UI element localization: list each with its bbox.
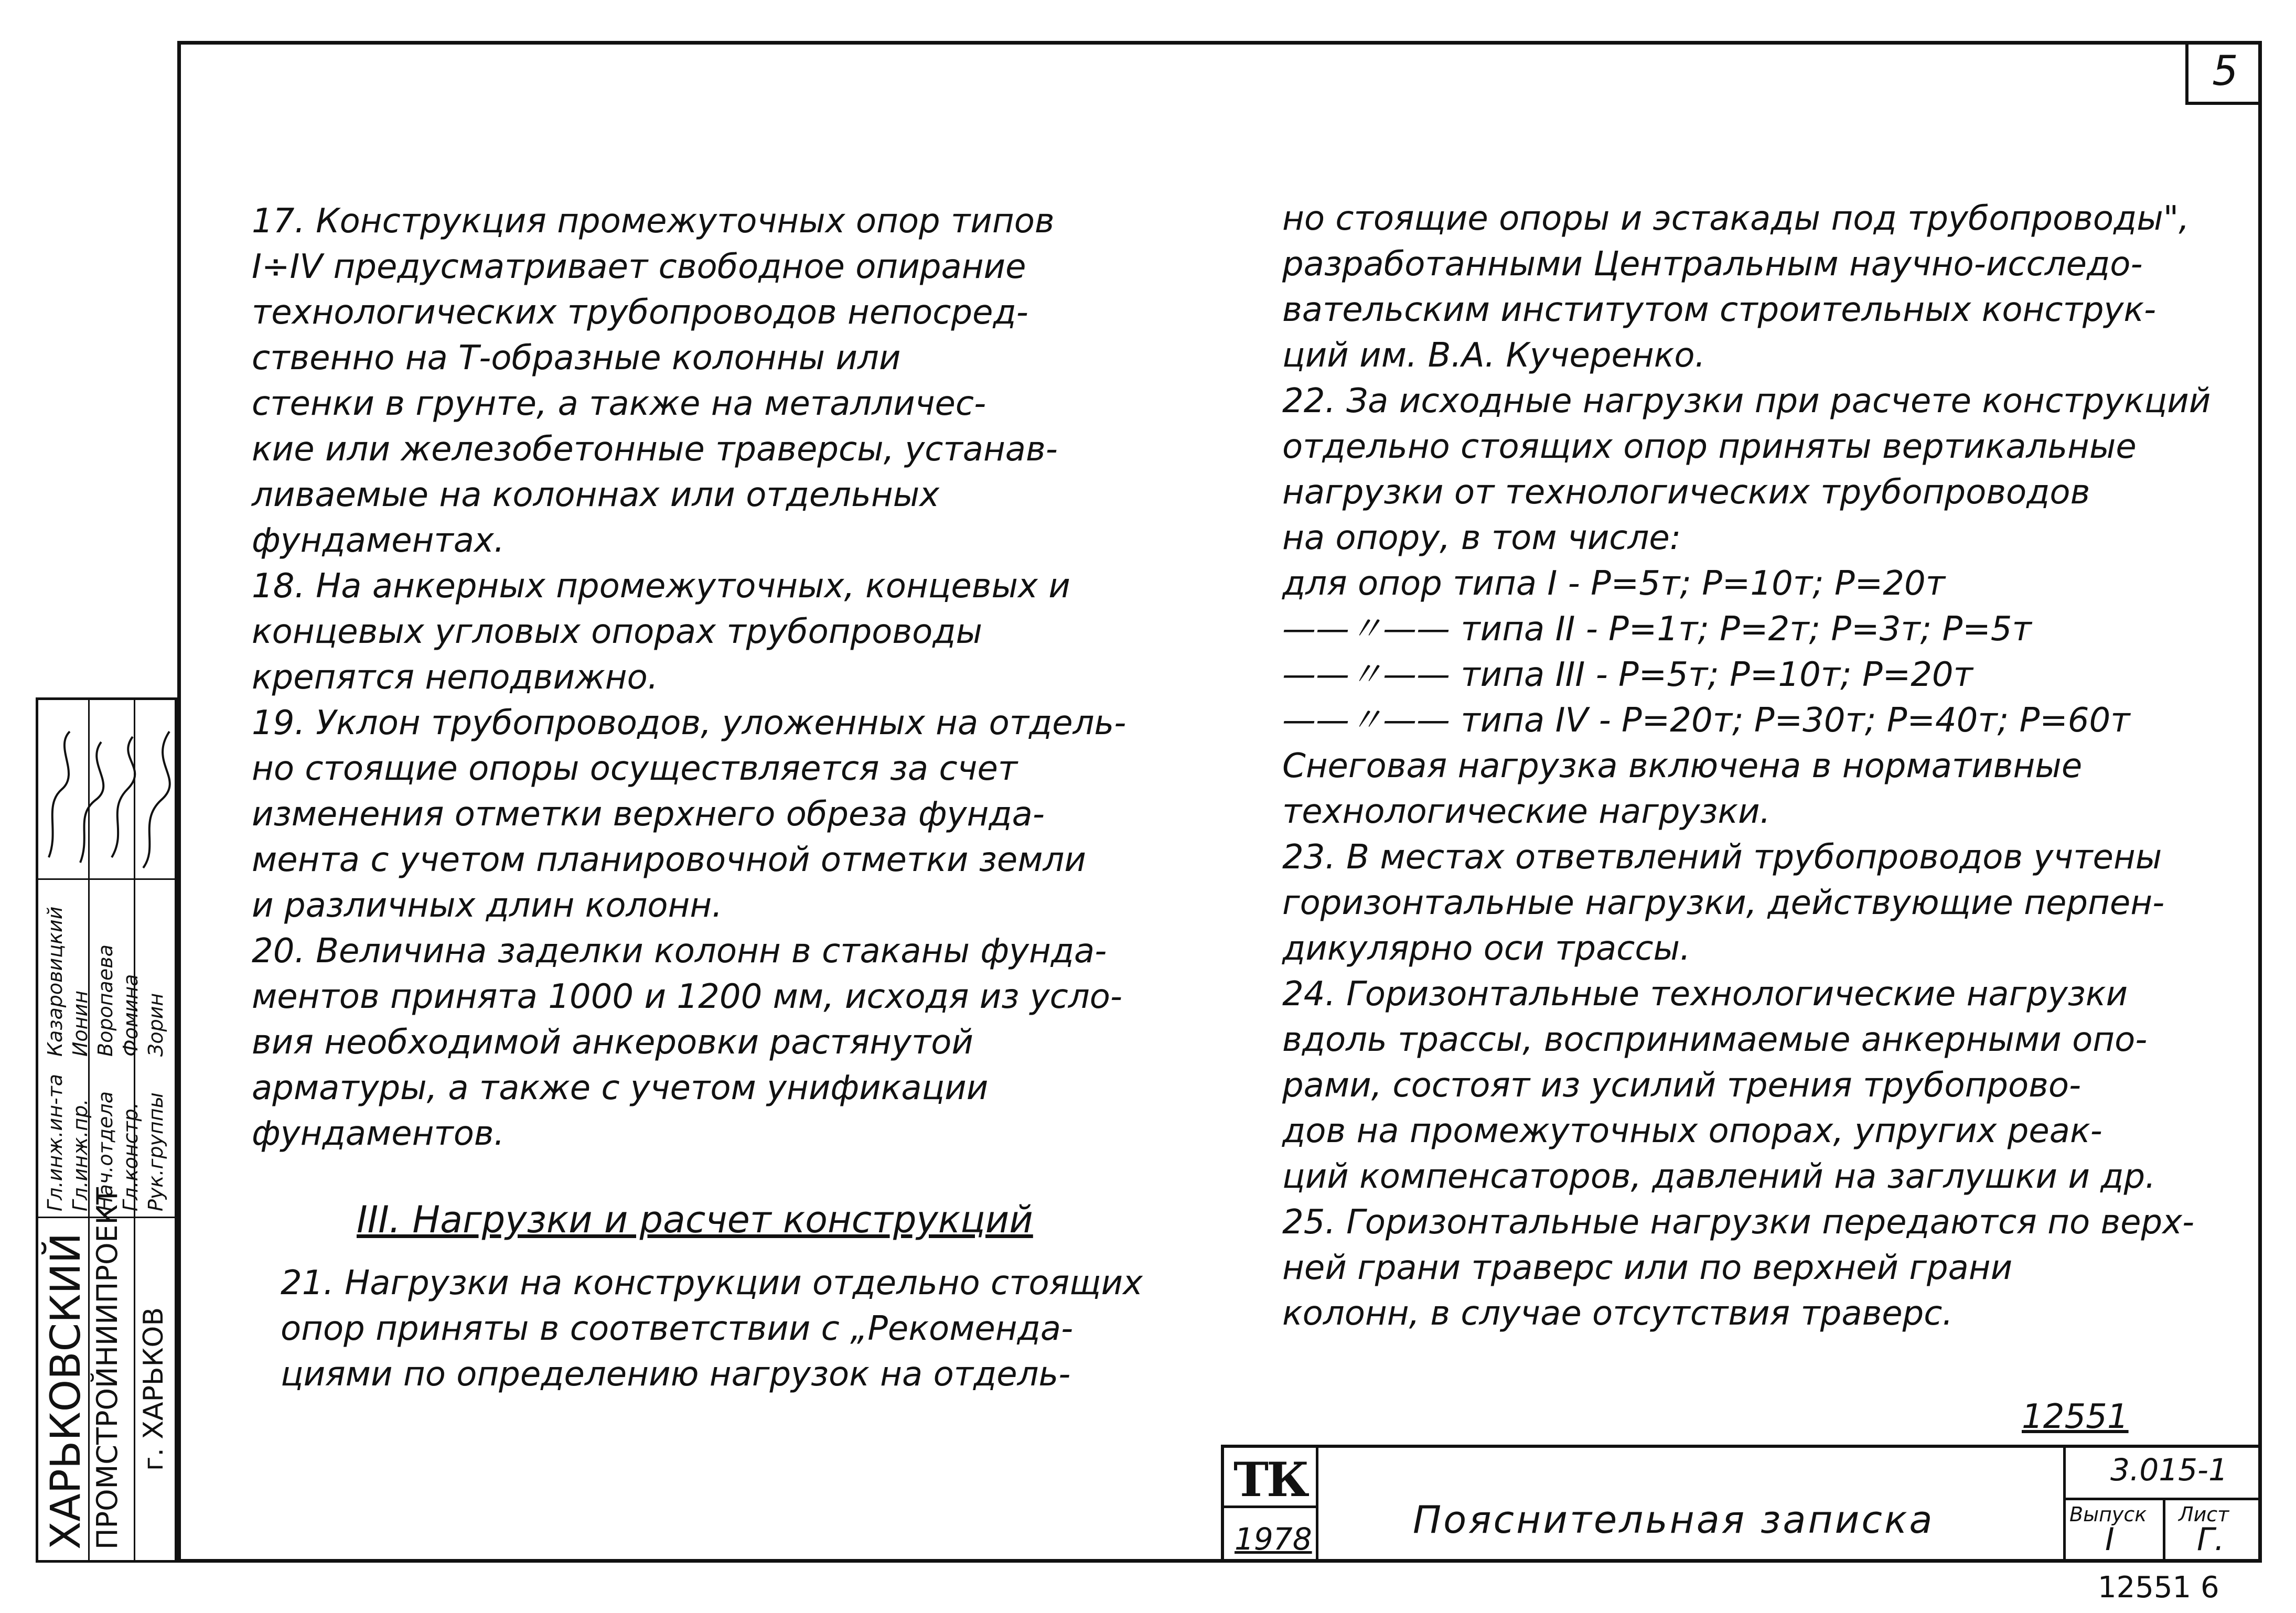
org-name: ХАРЬКОВСКИЙ: [42, 1232, 90, 1550]
text-line: 24. Горизонтальные технологические нагрузки: [1282, 975, 2128, 1014]
name-2: Ионин: [69, 990, 92, 1057]
signatures: [38, 700, 180, 878]
section-title: III. Нагрузки и расчет конструкций: [357, 1198, 1033, 1241]
text-line: и различных длин колонн.: [252, 886, 723, 925]
text-line: 25. Горизонтальные нагрузки передаются по верх-: [1282, 1203, 2195, 1242]
text-line: I÷IV предусматривает свободное опирание: [252, 248, 1026, 286]
text-line: опор приняты в соответствии с „Рекоменда-: [281, 1309, 1074, 1348]
archive-number-bottom: 12551 6: [2098, 1571, 2219, 1605]
text-line: стенки в грунте, а также на металличес-: [252, 384, 986, 423]
text-line: 18. На анкерных промежуточных, концевых и: [252, 567, 1070, 606]
role-5: Рук.группы: [144, 1092, 167, 1211]
role-2: Гл.инж.пр.: [69, 1099, 92, 1211]
tk-logo: ТК: [1233, 1452, 1307, 1508]
text-line: технологические нагрузки.: [1282, 792, 1771, 831]
role-1: Гл.инж.ин-та: [44, 1073, 67, 1211]
archive-number-top: 12551: [2022, 1397, 2129, 1436]
name-5: Зорин: [144, 993, 167, 1057]
issue-value: I: [2105, 1521, 2115, 1558]
text-line: нагрузки от технологических трубопроводов: [1282, 473, 2090, 512]
text-line: концевых угловых опорах трубопроводы: [252, 612, 982, 651]
name-4: Фомина: [119, 974, 142, 1057]
text-line: для опор типа I - P=5т; P=10т; P=20т: [1282, 564, 1945, 603]
text-line: рами, состоят из усилий трения трубопрово-: [1282, 1066, 2082, 1105]
text-line: Снеговая нагрузка включена в нормативные: [1282, 747, 2083, 786]
text-line: вия необходимой анкеровки растянутой: [252, 1023, 973, 1062]
side-stamp: [36, 697, 177, 1563]
text-line: 20. Величина заделки колонн в стаканы фунда-: [252, 932, 1107, 971]
text-line: 22. За исходные нагрузки при расчете конструкций: [1282, 382, 2211, 421]
name-3: Воропаева: [94, 944, 117, 1057]
text-line: ций им. В.А. Кучеренко.: [1282, 336, 1705, 375]
text-line: ней грани траверс или по верхней грани: [1282, 1249, 2013, 1287]
text-line: колонн, в случае отсутствия траверс.: [1282, 1294, 1953, 1333]
text-line: разработанными Центральным научно-исследо-: [1282, 245, 2143, 284]
text-line: циями по определению нагрузок на отдель-: [281, 1355, 1071, 1394]
text-line: 21. Нагрузки на конструкции отдельно стоящих: [281, 1264, 1143, 1303]
name-1: Казаровицкий: [44, 906, 67, 1057]
sheet-value: Г.: [2197, 1521, 2225, 1558]
text-line: технологических трубопроводов непосред-: [252, 293, 1028, 332]
series-code: 3.015-1: [2110, 1452, 2228, 1488]
text-line: ——〃—— типа II - P=1т; P=2т; P=3т; P=5т: [1282, 610, 2032, 649]
role-4: Гл.констр.: [119, 1102, 142, 1211]
page-number: 5: [2185, 41, 2262, 105]
role-3: Нач.отдела: [94, 1091, 117, 1211]
text-line: фундаментах.: [252, 521, 505, 560]
text-line: вдоль трассы, воспринимаемые анкерными опо-: [1282, 1020, 2148, 1059]
text-line: но стоящие опоры осуществляется за счет: [252, 749, 1018, 788]
text-line: фундаментов.: [252, 1114, 505, 1153]
text-line: 23. В местах ответвлений трубопроводов учтены: [1282, 838, 2162, 877]
text-line: изменения отметки верхнего обреза фунда-: [252, 795, 1045, 834]
text-line: ——〃—— типа III - P=5т; P=10т; P=20т: [1282, 655, 1973, 694]
text-line: отдельно стоящих опор приняты вертикальные: [1282, 427, 2137, 466]
sheet-label: Лист: [2179, 1503, 2229, 1526]
text-line: ций компенсаторов, давлений на заглушки и др.: [1282, 1157, 2156, 1196]
title-block: [1221, 1445, 2262, 1563]
text-line: на опору, в том числе:: [1282, 519, 1681, 557]
text-line: арматуры, а также с учетом унификации: [252, 1069, 989, 1107]
text-line: ственно на Т-образные колонны или: [252, 339, 901, 378]
text-line: но стоящие опоры и эстакады под трубопроводы",: [1282, 199, 2190, 238]
text-line: вательским институтом строительных конструк-: [1282, 291, 2156, 329]
text-line: ментов принята 1000 и 1200 мм, исходя из усло-: [252, 977, 1122, 1016]
org-city: г. ХАРЬКОВ: [138, 1307, 169, 1471]
document-title: Пояснительная записка: [1413, 1498, 1935, 1542]
text-line: ливаемые на колоннах или отдельных: [252, 476, 940, 514]
text-line: мента с учетом планировочной отметки земли: [252, 841, 1086, 879]
text-line: кие или железобетонные траверсы, устанав-: [252, 430, 1058, 469]
text-line: ——〃—— типа IV - P=20т; P=30т; P=40т; P=60т: [1282, 701, 2130, 740]
text-line: дов на промежуточных опорах, упругих реак-: [1282, 1112, 2102, 1150]
text-line: крепятся неподвижно.: [252, 658, 659, 697]
text-line: дикулярно оси трассы.: [1282, 929, 1691, 968]
text-line: 19. Уклон трубопроводов, уложенных на отдель-: [252, 704, 1126, 743]
org-institute: ПРОМСТРОЙНИИПРОЕКТ: [91, 1187, 124, 1550]
tk-year: 1978: [1235, 1521, 1312, 1557]
issue-label: Выпуск: [2069, 1503, 2147, 1526]
text-line: 17. Конструкция промежуточных опор типов: [252, 202, 1055, 241]
text-line: горизонтальные нагрузки, действующие перпен-: [1282, 884, 2165, 922]
